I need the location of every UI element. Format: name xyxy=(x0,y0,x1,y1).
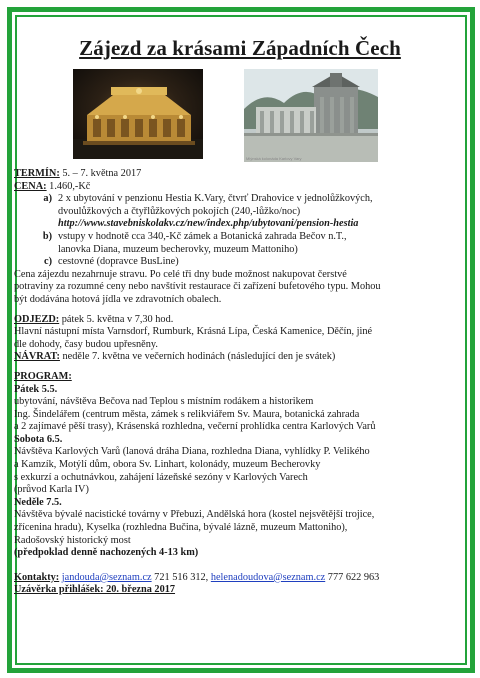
include-marker: a) xyxy=(43,193,52,205)
day-title: Neděle 7.5. xyxy=(14,496,62,508)
day-line: zřícenina hradu), Kyselka (rozhledna Bučina, bývalé lázně, muzeum Mattoniho), xyxy=(14,522,348,534)
email-link-2[interactable]: helenadoudova@seznam.cz xyxy=(210,571,326,583)
colonnade-photo xyxy=(244,69,378,162)
food-note-line: potraviny za rozumné ceny nebo navštívit restaurace či zařízení bufetového typu. Mohou xyxy=(14,281,381,293)
include-item-a xyxy=(14,193,444,231)
include-marker: c) xyxy=(44,256,52,268)
food-note-line: být dodávána hotová jídla ve zdravotních obalech. xyxy=(14,293,222,305)
program-heading: PROGRAM: xyxy=(14,370,72,382)
phone-1: 721 516 312, xyxy=(151,571,211,583)
day-line: Radošovský historický most xyxy=(14,534,131,546)
day-line: ubytování, návštěva Bečova nad Teplou s místním rodákem a historikem xyxy=(14,396,314,408)
price-line xyxy=(14,181,444,194)
food-note-line: Cena zájezdu nezahrnuje stravu. Po celé tři dny bude možnost nakupovat čerstvé xyxy=(14,268,347,280)
day-line: a Kamzík, Motýlí dům, obora Sv. Linhart, kolonády, muzeum Becherovky xyxy=(14,459,321,471)
include-item-c xyxy=(14,256,444,269)
day-title: Sobota 6.5. xyxy=(14,433,63,445)
term-value: 5. – 7. května 2017 xyxy=(59,168,142,179)
price-label: CENA: xyxy=(14,180,47,192)
include-line: 2 x ubytování v penzionu Hestia K.Vary, čtvrť Drahovice v jednolůžkových, xyxy=(58,193,373,205)
reliquary-photo xyxy=(73,69,203,159)
departure-detail: Hlavní nástupní místa Varnsdorf, Rumburk, Krásná Lípa, Česká Kamenice, Děčín, jiné xyxy=(14,326,373,338)
document-body xyxy=(14,168,444,597)
day-line: (průvod Karla IV) xyxy=(14,484,89,496)
contacts-line xyxy=(14,572,444,585)
phone-2: 777 622 963 xyxy=(325,571,380,583)
return-label: NÁVRAT: xyxy=(14,351,60,363)
departure-detail: dle dohody, časy budou upřesněny. xyxy=(14,338,158,350)
return-value: neděle 7. května ve večerních hodinách (následující den je svátek) xyxy=(59,351,336,363)
deadline: Uzávěrka přihlášek: 20. března 2017 xyxy=(14,584,176,596)
day-line: a 2 zajímavé pěší trasy), Krásenská rozhledna, večerní prohlídka centra Karlových Varů xyxy=(14,421,376,433)
day-line: Ing. Šindelářem (centrum města, zámek s relikviářem Sv. Maura, botanická zahrada xyxy=(14,408,360,420)
header xyxy=(32,14,448,167)
photo-caption: Mlýnská kolonáda Karlovy Vary xyxy=(246,156,302,161)
walking-note: (předpoklad denně nachozených 4-13 km) xyxy=(14,547,199,559)
term-line xyxy=(14,168,444,181)
page-title: Zájezd za krásami Západních Čech xyxy=(79,36,401,60)
departure-label: ODJEZD: xyxy=(14,313,60,325)
day-line: Návštěva bývalé nacistické továrny v Přebuzi, Andělská hora (kostel nejsvětější trojice, xyxy=(14,509,375,521)
include-line: lanovka Diana, muzeum becherovky, muzeum Mattoniho) xyxy=(58,243,298,255)
include-marker: b) xyxy=(42,230,52,242)
price-value: 1.460,-Kč xyxy=(46,180,91,192)
include-line: vstupy v hodnotě cca 340,-Kč zámek a Botanická zahrada Bečov n.T., xyxy=(58,230,347,242)
contacts-label: Kontakty: xyxy=(14,571,60,583)
include-line: cestovné (dopravce BusLine) xyxy=(58,256,179,268)
include-item-b xyxy=(14,231,444,256)
departure-line xyxy=(14,314,444,327)
photo-row xyxy=(32,69,448,167)
term-label: TERMÍN: xyxy=(14,168,60,179)
day-line: s exkurzí a ochutnávkou, zahájení lázeňské sezóny v Karlových Varech xyxy=(14,471,308,483)
day-line: Návštěva Karlových Varů (lanová dráha Diana, rozhledna Diana, vyhlídky P. Velikého xyxy=(14,446,370,458)
pension-link[interactable]: http://www.stavebniskolakv.cz/new/index.php/ubytovani/pension-hestia xyxy=(58,218,359,230)
day-title: Pátek 5.5. xyxy=(14,383,58,395)
include-line: dvoulůžkových a čtyřlůžkových pokojích (240,-lůžko/noc) xyxy=(58,205,301,217)
return-line xyxy=(14,351,444,364)
departure-value: pátek 5. května v 7,30 hod. xyxy=(59,313,174,325)
email-link-1[interactable]: jandouda@seznam.cz xyxy=(61,571,152,583)
